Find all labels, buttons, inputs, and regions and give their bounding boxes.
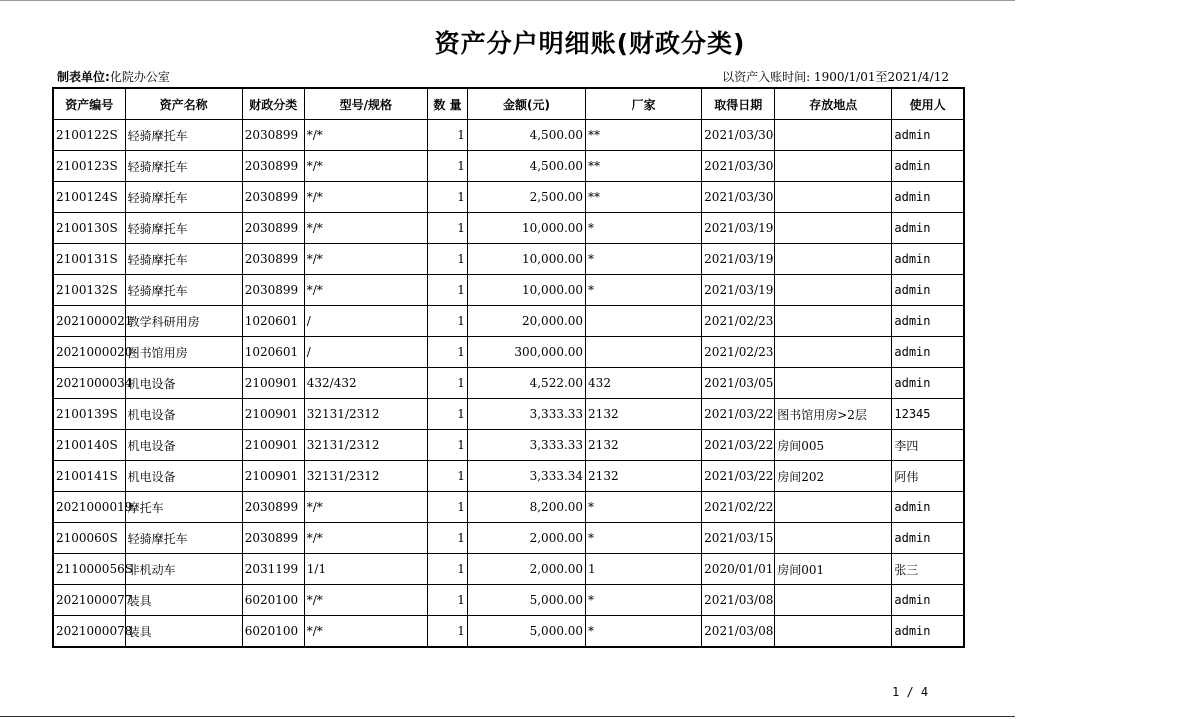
cell-manufacturer: 2132	[586, 430, 702, 461]
cell-finance-category: 1020601	[242, 306, 304, 337]
cell-asset-id: 2021000021	[53, 306, 125, 337]
cell-finance-category: 2100901	[242, 368, 304, 399]
cell-asset-name: 轻骑摩托车	[125, 244, 242, 275]
cell-asset-id: 2100122S	[53, 120, 125, 151]
cell-quantity: 1	[427, 182, 467, 213]
cell-amount: 4,500.00	[467, 120, 585, 151]
cell-asset-name: 非机动车	[125, 554, 242, 585]
cell-asset-id: 2100141S	[53, 461, 125, 492]
cell-acquire-date: 2021/03/22	[702, 399, 775, 430]
cell-user: admin	[892, 120, 964, 151]
cell-asset-name: 轻骑摩托车	[125, 182, 242, 213]
cell-amount: 20,000.00	[467, 306, 585, 337]
cell-user: admin	[892, 492, 964, 523]
cell-asset-name: 摩托车	[125, 492, 242, 523]
cell-asset-id: 2021000019	[53, 492, 125, 523]
table-body	[53, 120, 964, 648]
cell-model: 32131/2312	[304, 399, 427, 430]
table-row	[53, 120, 964, 151]
cell-user: admin	[892, 182, 964, 213]
cell-user: admin	[892, 244, 964, 275]
table-row	[53, 151, 964, 182]
cell-acquire-date: 2020/01/01	[702, 554, 775, 585]
cell-amount: 10,000.00	[467, 275, 585, 306]
cell-finance-category: 6020100	[242, 616, 304, 648]
table-header-row	[53, 88, 964, 120]
cell-acquire-date: 2021/03/15	[702, 523, 775, 554]
cell-asset-id: 2100130S	[53, 213, 125, 244]
cell-asset-id: 2100123S	[53, 151, 125, 182]
cell-finance-category: 2030899	[242, 275, 304, 306]
cell-location	[775, 492, 892, 523]
cell-asset-name: 轻骑摩托车	[125, 120, 242, 151]
cell-model: 32131/2312	[304, 461, 427, 492]
cell-finance-category: 2030899	[242, 244, 304, 275]
col-header-acquire-date: 取得日期	[702, 88, 775, 120]
cell-amount: 3,333.33	[467, 430, 585, 461]
table-row	[53, 368, 964, 399]
cell-manufacturer: *	[586, 585, 702, 616]
cell-manufacturer: *	[586, 616, 702, 648]
cell-manufacturer: **	[586, 182, 702, 213]
cell-finance-category: 6020100	[242, 585, 304, 616]
cell-user: admin	[892, 616, 964, 648]
cell-finance-category: 2030899	[242, 151, 304, 182]
cell-finance-category: 2100901	[242, 461, 304, 492]
cell-quantity: 1	[427, 275, 467, 306]
cell-quantity: 1	[427, 151, 467, 182]
cell-model: */*	[304, 616, 427, 648]
cell-model: */*	[304, 151, 427, 182]
cell-manufacturer: *	[586, 492, 702, 523]
cell-acquire-date: 2021/03/30	[702, 151, 775, 182]
cell-location	[775, 120, 892, 151]
cell-quantity: 1	[427, 213, 467, 244]
cell-finance-category: 2031199	[242, 554, 304, 585]
col-header-quantity: 数 量	[427, 88, 467, 120]
cell-finance-category: 2100901	[242, 430, 304, 461]
cell-location	[775, 616, 892, 648]
cell-quantity: 1	[427, 461, 467, 492]
cell-finance-category: 2030899	[242, 213, 304, 244]
cell-quantity: 1	[427, 585, 467, 616]
cell-quantity: 1	[427, 616, 467, 648]
col-header-amount: 金额(元)	[467, 88, 585, 120]
cell-finance-category: 1020601	[242, 337, 304, 368]
cell-location	[775, 151, 892, 182]
report-period: 以资产入账时间: 1900/1/01至2021/4/12	[722, 70, 949, 84]
table-row	[53, 399, 964, 430]
report-unit	[57, 68, 170, 85]
cell-manufacturer: **	[586, 120, 702, 151]
cell-asset-id: 2100132S	[53, 275, 125, 306]
cell-asset-id: 2100140S	[53, 430, 125, 461]
cell-manufacturer: *	[586, 523, 702, 554]
cell-asset-name: 教学科研用房	[125, 306, 242, 337]
cell-user: 李四	[892, 430, 964, 461]
cell-user: 12345	[892, 399, 964, 430]
cell-location	[775, 182, 892, 213]
cell-asset-id: 2100060S	[53, 523, 125, 554]
cell-finance-category: 2100901	[242, 399, 304, 430]
cell-manufacturer: 1	[586, 554, 702, 585]
col-header-manufacturer: 厂家	[586, 88, 702, 120]
cell-model: */*	[304, 120, 427, 151]
cell-location: 房间202	[775, 461, 892, 492]
table-row	[53, 461, 964, 492]
cell-quantity: 1	[427, 337, 467, 368]
cell-amount: 2,000.00	[467, 523, 585, 554]
cell-acquire-date: 2021/03/08	[702, 585, 775, 616]
cell-manufacturer: *	[586, 244, 702, 275]
page-title: 资产分户明细账(财政分类)	[434, 29, 746, 58]
table-row	[53, 182, 964, 213]
cell-quantity: 1	[427, 430, 467, 461]
cell-amount: 3,333.34	[467, 461, 585, 492]
cell-finance-category: 2030899	[242, 492, 304, 523]
col-header-user: 使用人	[892, 88, 964, 120]
cell-location	[775, 523, 892, 554]
cell-asset-id: 2021000078	[53, 616, 125, 648]
cell-location	[775, 368, 892, 399]
table-row	[53, 430, 964, 461]
cell-location: 图书馆用房>2层	[775, 399, 892, 430]
cell-user: admin	[892, 213, 964, 244]
cell-quantity: 1	[427, 554, 467, 585]
cell-manufacturer: **	[586, 151, 702, 182]
cell-quantity: 1	[427, 523, 467, 554]
cell-model: */*	[304, 492, 427, 523]
cell-acquire-date: 2021/03/30	[702, 182, 775, 213]
table-row	[53, 616, 964, 648]
table-row	[53, 585, 964, 616]
cell-model: */*	[304, 585, 427, 616]
cell-user: admin	[892, 337, 964, 368]
page-top-border	[0, 0, 1015, 3]
col-header-location: 存放地点	[775, 88, 892, 120]
cell-asset-name: 机电设备	[125, 368, 242, 399]
cell-quantity: 1	[427, 120, 467, 151]
cell-asset-id: 2100139S	[53, 399, 125, 430]
cell-asset-id: 2100124S	[53, 182, 125, 213]
cell-amount: 10,000.00	[467, 244, 585, 275]
cell-manufacturer	[586, 337, 702, 368]
cell-quantity: 1	[427, 244, 467, 275]
page-indicator: 1 / 4	[892, 685, 929, 699]
cell-acquire-date: 2021/02/23	[702, 337, 775, 368]
cell-model: */*	[304, 182, 427, 213]
cell-user: 阿伟	[892, 461, 964, 492]
cell-asset-name: 轻骑摩托车	[125, 213, 242, 244]
col-header-asset-name: 资产名称	[125, 88, 242, 120]
cell-amount: 4,500.00	[467, 151, 585, 182]
cell-manufacturer: *	[586, 213, 702, 244]
cell-model: */*	[304, 213, 427, 244]
cell-amount: 5,000.00	[467, 616, 585, 648]
table-row	[53, 337, 964, 368]
cell-amount: 3,333.33	[467, 399, 585, 430]
cell-location	[775, 213, 892, 244]
cell-acquire-date: 2021/03/30	[702, 120, 775, 151]
cell-asset-id: 2021000020	[53, 337, 125, 368]
cell-amount: 2,000.00	[467, 554, 585, 585]
cell-asset-name: 图书馆用房	[125, 337, 242, 368]
cell-asset-name: 机电设备	[125, 430, 242, 461]
cell-asset-name: 轻骑摩托车	[125, 523, 242, 554]
cell-user: admin	[892, 368, 964, 399]
cell-quantity: 1	[427, 368, 467, 399]
cell-asset-name: 装具	[125, 616, 242, 648]
cell-acquire-date: 2021/03/19	[702, 244, 775, 275]
cell-quantity: 1	[427, 306, 467, 337]
cell-asset-name: 轻骑摩托车	[125, 275, 242, 306]
cell-location: 房间005	[775, 430, 892, 461]
cell-acquire-date: 2021/03/22	[702, 430, 775, 461]
cell-asset-name: 装具	[125, 585, 242, 616]
cell-quantity: 1	[427, 492, 467, 523]
cell-quantity: 1	[427, 399, 467, 430]
table-row	[53, 492, 964, 523]
cell-amount: 300,000.00	[467, 337, 585, 368]
table-row	[53, 554, 964, 585]
col-header-finance-category: 财政分类	[242, 88, 304, 120]
cell-location	[775, 275, 892, 306]
cell-asset-id: 2021000077	[53, 585, 125, 616]
table-row	[53, 306, 964, 337]
cell-model: /	[304, 337, 427, 368]
page-bottom-border	[0, 716, 1015, 717]
cell-acquire-date: 2021/03/22	[702, 461, 775, 492]
cell-asset-name: 机电设备	[125, 399, 242, 430]
cell-model: 1/1	[304, 554, 427, 585]
table-row	[53, 244, 964, 275]
asset-ledger-table	[52, 87, 965, 648]
cell-model: /	[304, 306, 427, 337]
table-row	[53, 213, 964, 244]
cell-finance-category: 2030899	[242, 120, 304, 151]
cell-acquire-date: 2021/02/23	[702, 306, 775, 337]
cell-location	[775, 244, 892, 275]
report-unit-value: 化院办公室	[109, 70, 170, 84]
cell-model: 432/432	[304, 368, 427, 399]
cell-location	[775, 306, 892, 337]
cell-user: admin	[892, 585, 964, 616]
cell-user: admin	[892, 306, 964, 337]
cell-asset-id: 2021000034	[53, 368, 125, 399]
cell-manufacturer: *	[586, 275, 702, 306]
cell-amount: 2,500.00	[467, 182, 585, 213]
cell-manufacturer: 2132	[586, 461, 702, 492]
cell-acquire-date: 2021/02/22	[702, 492, 775, 523]
cell-acquire-date: 2021/03/19	[702, 213, 775, 244]
col-header-model: 型号/规格	[304, 88, 427, 120]
cell-amount: 10,000.00	[467, 213, 585, 244]
cell-model: */*	[304, 275, 427, 306]
table-row	[53, 275, 964, 306]
report-unit-label: 制表单位:	[57, 70, 110, 84]
cell-user: admin	[892, 523, 964, 554]
cell-asset-id: 2100131S	[53, 244, 125, 275]
cell-user: 张三	[892, 554, 964, 585]
cell-acquire-date: 2021/03/08	[702, 616, 775, 648]
table-row	[53, 523, 964, 554]
cell-user: admin	[892, 151, 964, 182]
cell-model: */*	[304, 523, 427, 554]
cell-location	[775, 337, 892, 368]
cell-acquire-date: 2021/03/19	[702, 275, 775, 306]
cell-user: admin	[892, 275, 964, 306]
cell-model: */*	[304, 244, 427, 275]
cell-amount: 8,200.00	[467, 492, 585, 523]
cell-manufacturer: 432	[586, 368, 702, 399]
cell-location	[775, 585, 892, 616]
cell-manufacturer: 2132	[586, 399, 702, 430]
cell-manufacturer	[586, 306, 702, 337]
cell-amount: 4,522.00	[467, 368, 585, 399]
cell-asset-name: 轻骑摩托车	[125, 151, 242, 182]
cell-finance-category: 2030899	[242, 182, 304, 213]
cell-model: 32131/2312	[304, 430, 427, 461]
cell-acquire-date: 2021/03/05	[702, 368, 775, 399]
cell-asset-name: 机电设备	[125, 461, 242, 492]
cell-finance-category: 2030899	[242, 523, 304, 554]
cell-asset-id: 211000056S	[53, 554, 125, 585]
cell-amount: 5,000.00	[467, 585, 585, 616]
cell-location: 房间001	[775, 554, 892, 585]
col-header-asset-id: 资产编号	[53, 88, 125, 120]
